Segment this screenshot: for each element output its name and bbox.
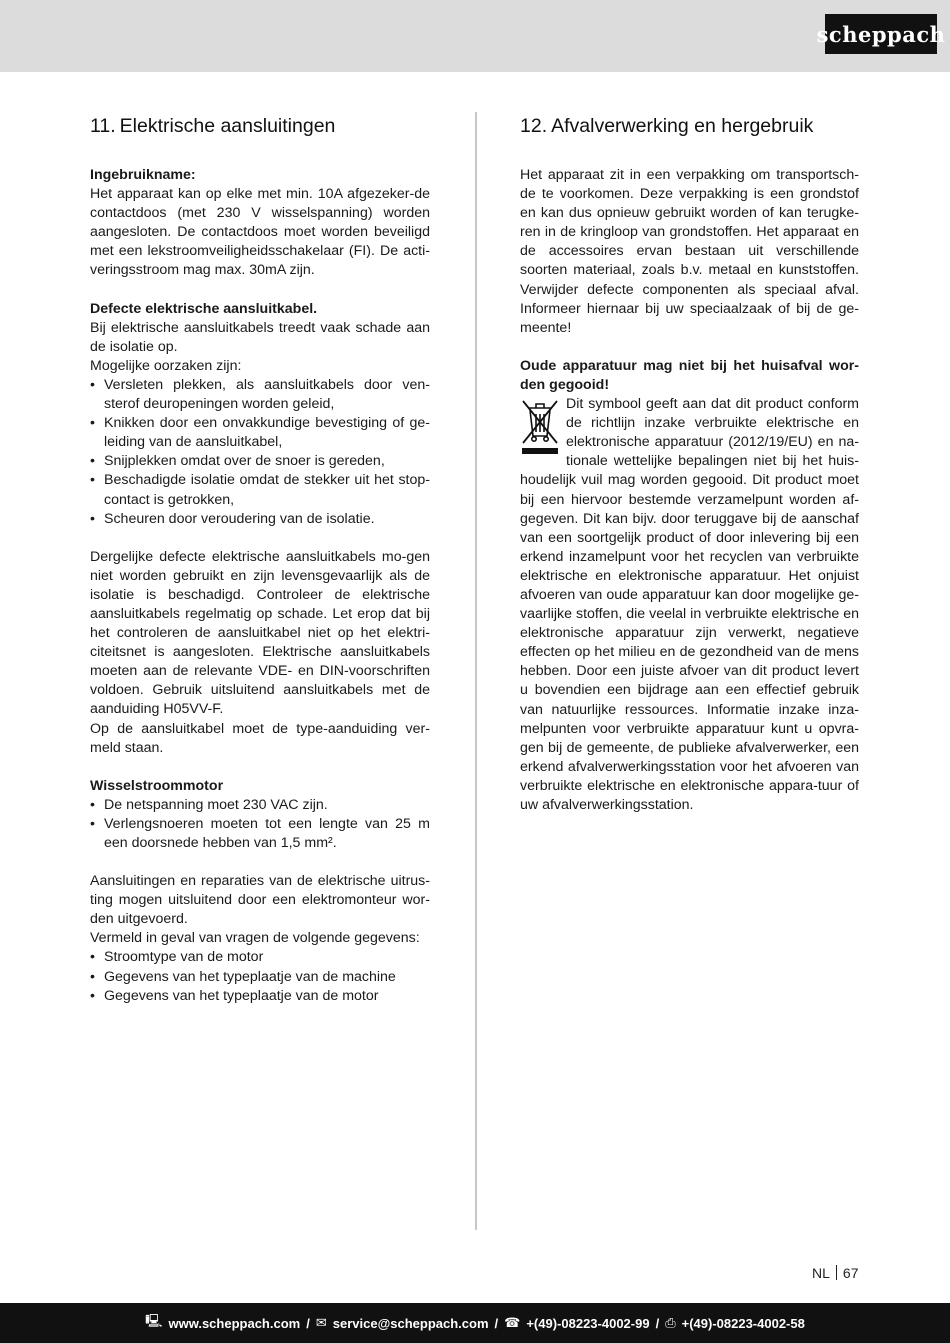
- list-item: • Snijplekken omdat over de snoer is gereden,: [90, 452, 430, 471]
- footer-sep: /: [494, 1315, 499, 1331]
- weee-text: Dit symbool geeft aan dat dit product conform de richtlijn inzake verbruikte elektrische en elektronische apparatuur (2012/19/EU) en na-tionale wettelijke bepalingen niet bij het huis-houdelijk vuil mag worden gegooid. Dit product moet bij een hiervoor bestemde verzamelpunt worden af-gegeven. Dit kan bijv. door teruggave bij de aanschaf van een soortgelijk product of door inlevering bij een erkend inzamelpunt voor het recyclen van verbruikte elektrische en elektronische apparatuur. Het onjuist afvoeren van oude apparatuur kan door mogelijke ge-vaarlijke stoffen, die veelal in verbruikte elektrische en elektronische apparatuur zijn verwerkt, negatieve effecten op het milieu en de gezondheid van de mens hebben. Door een juiste afvoer van dit product levert u bovendien een bijdrage aan een effectief gebruik van natuurlijke ressources. Informatie inzake inza-melpunten voor verbruikte apparatuur kunt u opvra-gen bij de gemeente, de publieke afvalverwerker, een erkend afvalverwerkingsstation voor het afvoeren van verbruikte elektrische en elektronische appara-tuur of uw afvalverwerkingsstation.: [520, 396, 859, 813]
- list-item: • Gegevens van het typeplaatje van de machine: [90, 968, 430, 987]
- header-band: [0, 0, 950, 72]
- heading-text: Elektrische aansluitingen: [119, 115, 336, 137]
- footer-bar: [0, 1303, 950, 1343]
- list-item: • Beschadigde isolatie omdat de stekker uit het stop-contact is getrokken,: [90, 471, 430, 509]
- logo-text: scheppach: [816, 21, 946, 47]
- list-item: • Gegevens van het typeplaatje van de motor: [90, 987, 430, 1006]
- questions-intro: Vermeld in geval van vragen de volgende gegevens:: [90, 930, 420, 947]
- list-item: • De netspanning moet 230 VAC zijn.: [90, 796, 430, 815]
- footer-fax: +(49)-08223-4002-58: [681, 1315, 805, 1331]
- footer-sep: /: [655, 1315, 660, 1331]
- type-designation-text: Op de aansluitkabel moet de type-aanduiding ver-meld staan.: [90, 720, 430, 756]
- list-item: • Verlengsnoeren moeten tot een lengte van 25 m een doorsnede hebben van 1,5 mm².: [90, 815, 430, 853]
- causes-intro: Mogelijke oorzaken zijn:: [90, 357, 242, 374]
- footer-email[interactable]: service@scheppach.com: [332, 1315, 489, 1331]
- list-item: • Knikken door een onvakkundige bevestiging of ge-leiding van de aansluitkabel,: [90, 414, 430, 452]
- ac-motor-list: [90, 796, 430, 853]
- old-equipment-title: Oude apparatuur mag niet bij het huisafval wor-den gegooid!: [520, 357, 859, 393]
- ac-motor-title: Wisselstroommotor: [90, 777, 224, 794]
- commissioning-text: Het apparaat kan op elke met min. 10A afgezeker-de contactdoos (met 230 V wisselspanning) worden aangesloten. De contactdoos moet worden beveiligd met een lekstroomveiligheidsschakelaar (FI). De acti-veringsstroom mag max. 30mA zijn.: [90, 186, 430, 279]
- defective-cable-title: Defecte elektrische aansluitkabel.: [90, 300, 318, 317]
- section-12-heading: [520, 112, 859, 140]
- crossed-bin-icon: [520, 398, 560, 458]
- right-column: [520, 112, 859, 815]
- column-divider: [475, 112, 477, 1230]
- computer-icon: 🖳: [145, 1313, 163, 1328]
- footer-phone: +(49)-08223-4002-99: [526, 1315, 650, 1331]
- cable-safety-text: Dergelijke defecte elektrische aansluitkabels mo-gen niet worden gebruikt en zijn levensgevaarlijk als de isolatie is beschadigd. Controleer de elektrische aansluitkabels regelmatig op schade. Let erop dat bij het controleren de aansluitkabel niet op het elektri-citeitsnet is aangesloten. Elektrische aansluitkabels moeten aan de relevante VDE- en DIN-voorschriften voldoen. Gebruik uitsluitend aansluitkabels met de aanduiding H05VV-F.: [90, 548, 430, 718]
- page-number-value: 67: [842, 1265, 859, 1281]
- left-column: [90, 112, 430, 1006]
- causes-list: [90, 376, 430, 529]
- commissioning-title: Ingebruikname:: [90, 167, 196, 183]
- page-lang: NL: [812, 1265, 830, 1281]
- heading-number: 11.: [90, 115, 116, 137]
- scheppach-logo: [816, 14, 946, 54]
- list-item: • Stroomtype van de motor: [90, 948, 430, 967]
- packaging-text: Het apparaat zit in een verpakking om transportsch-de te voorkomen. Deze verpakking is een grondstof en kan dus opnieuw gebruikt worden of kan terugke-ren in de kringloop van grondstoffen. Het apparaat en de accessoires ervan bestaan uit verschillende soorten materiaal, zoals b.v. metaal en kunststoffen. Verwijder defecte componenten als speciaal afval. Informeer hiernaar bij uw speciaalzaak of bij de ge-meente!: [520, 167, 859, 336]
- page-number: [812, 1265, 858, 1281]
- footer-web[interactable]: www.scheppach.com: [168, 1315, 301, 1331]
- footer-sep: /: [306, 1315, 310, 1331]
- details-list: [90, 948, 430, 1005]
- repairs-text: Aansluitingen en reparaties van de elektrische uitrus-ting mogen uitsluitend door een elektromonteur wor-den uitgevoerd.: [90, 873, 430, 928]
- defective-cable-text: Bij elektrische aansluitkabels treedt vaak schade aan de isolatie op.: [90, 319, 430, 355]
- mail-icon: ✉: [315, 1315, 327, 1330]
- list-item: • Versleten plekken, als aansluitkabels door ven-sterof deuropeningen worden geleid,: [90, 376, 430, 414]
- phone-icon: ☎: [504, 1315, 521, 1330]
- weee-block: [520, 395, 859, 815]
- heading-number: 12.: [520, 115, 548, 137]
- heading-text: Afvalverwerking en hergebruik: [551, 115, 814, 137]
- list-item: • Scheuren door veroudering van de isolatie.: [90, 510, 430, 529]
- section-11-heading: [90, 112, 430, 140]
- fax-icon: ⎙: [665, 1315, 676, 1330]
